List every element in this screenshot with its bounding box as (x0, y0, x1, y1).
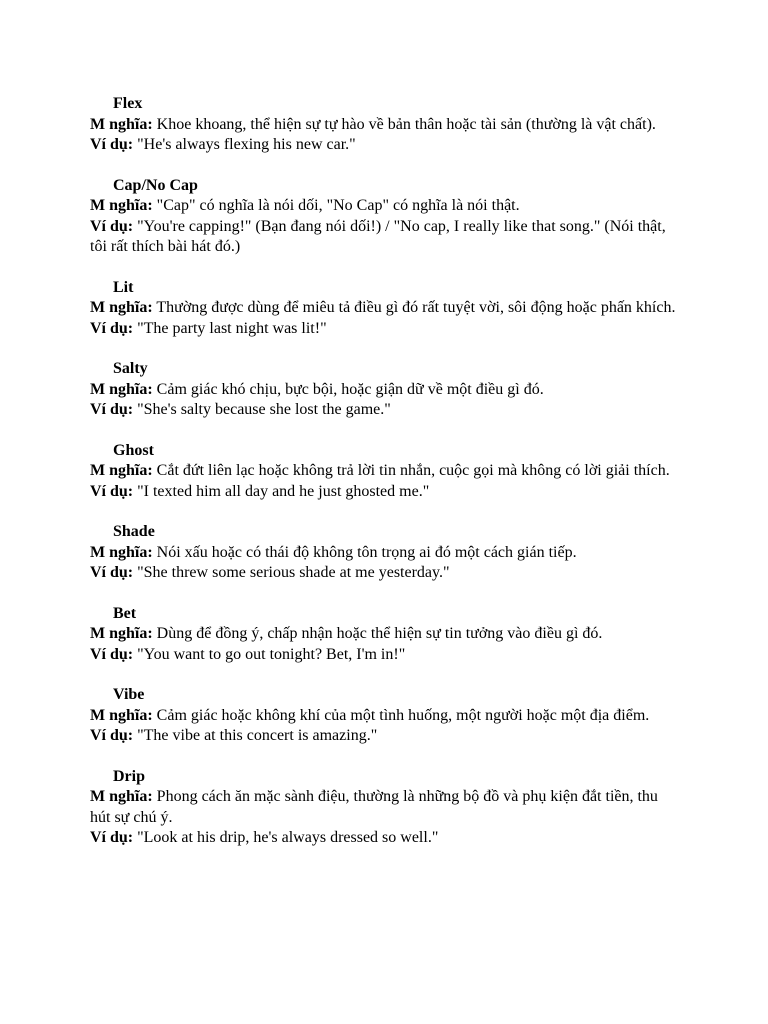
meaning-line (90, 706, 680, 727)
example-line (90, 726, 680, 747)
term-heading: Flex (113, 95, 143, 112)
meaning-text: Khoe khoang, thể hiện sự tự hào về bản thân hoặc tài sản (thường là vật chất). (156, 115, 656, 133)
entry-lit (90, 278, 680, 340)
example-label: Ví dụ: (90, 564, 134, 581)
document-page (90, 94, 680, 869)
example-line (90, 400, 680, 421)
example-label: Ví dụ: (90, 829, 134, 846)
meaning-label: M nghĩa: (90, 299, 153, 316)
example-text: "He's always flexing his new car." (137, 136, 356, 153)
entry-ghost (90, 441, 680, 503)
example-label: Ví dụ: (90, 401, 134, 418)
example-text: "The party last night was lit!" (137, 319, 327, 337)
meaning-text: Cảm giác hoặc không khí của một tình huống, một người hoặc một địa điểm. (156, 706, 650, 724)
entry-drip (90, 767, 680, 849)
meaning-text: Cắt đứt liên lạc hoặc không trả lời tin nhắn, cuộc gọi mà không có lời giải thích. (156, 462, 670, 479)
meaning-label: M nghĩa: (90, 543, 153, 561)
entry-salty (90, 359, 680, 421)
term-heading: Salty (113, 360, 148, 377)
meaning-text: Nói xấu hoặc có thái độ không tôn trọng ai đó một cách gián tiếp. (156, 543, 577, 561)
term-heading: Ghost (113, 441, 154, 459)
term-heading: Bet (113, 604, 137, 622)
example-label: Ví dụ: (90, 727, 134, 744)
example-label: Ví dụ: (90, 217, 134, 235)
example-label: Ví dụ: (90, 319, 134, 337)
example-line (90, 319, 680, 340)
example-text: "The vibe at this concert is amazing." (137, 727, 378, 744)
meaning-line (90, 624, 680, 645)
meaning-line (90, 115, 680, 136)
entry-cap (90, 176, 680, 258)
entry-vibe (90, 685, 680, 747)
term-heading: Shade (113, 523, 155, 540)
term-heading: Drip (113, 767, 145, 785)
example-line (90, 135, 680, 156)
example-text: "She threw some serious shade at me yesterday." (137, 564, 450, 581)
meaning-label: M nghĩa: (90, 197, 153, 214)
term-heading: Vibe (113, 686, 145, 703)
meaning-line (90, 787, 680, 828)
example-label: Ví dụ: (90, 136, 134, 153)
example-text: "Look at his drip, he's always dressed so well." (137, 829, 439, 846)
meaning-line (90, 380, 680, 401)
meaning-label: M nghĩa: (90, 706, 153, 724)
term-heading: Cap/No Cap (113, 176, 198, 194)
example-label: Ví dụ: (90, 482, 134, 500)
example-line (90, 645, 680, 666)
meaning-line (90, 461, 680, 482)
term-heading: Lit (113, 278, 134, 296)
example-text: "She's salty because she lost the game." (137, 401, 391, 418)
meaning-text: Thường được dùng để miêu tả điều gì đó rất tuyệt vời, sôi động hoặc phấn khích. (156, 299, 676, 316)
example-text: "You want to go out tonight? Bet, I'm in!" (137, 645, 406, 663)
meaning-text: Phong cách ăn mặc sành điệu, thường là những bộ đồ và phụ kiện đắt tiền, thu hút sự chú ý. (90, 788, 658, 826)
example-line (90, 828, 680, 849)
meaning-line (90, 543, 680, 564)
meaning-line (90, 298, 680, 319)
example-text: "I texted him all day and he just ghosted me." (137, 482, 430, 500)
meaning-text: Dùng để đồng ý, chấp nhận hoặc thể hiện sự tin tưởng vào điều gì đó. (156, 625, 603, 642)
entry-flex (90, 94, 680, 156)
example-line (90, 563, 680, 584)
meaning-label: M nghĩa: (90, 462, 153, 479)
example-line (90, 482, 680, 503)
meaning-label: M nghĩa: (90, 788, 153, 805)
meaning-label: M nghĩa: (90, 625, 153, 642)
meaning-line (90, 196, 680, 217)
meaning-label: M nghĩa: (90, 115, 153, 133)
meaning-text: Cảm giác khó chịu, bực bội, hoặc giận dữ về một điều gì đó. (156, 380, 544, 398)
meaning-label: M nghĩa: (90, 380, 153, 398)
example-line (90, 217, 680, 258)
entry-bet (90, 604, 680, 666)
example-label: Ví dụ: (90, 645, 134, 663)
example-text: "You're capping!" (Bạn đang nói dối!) / "No cap, I really like that song." (Nói thật, tôi rất thích bài hát đó.) (90, 217, 666, 255)
meaning-text: "Cap" có nghĩa là nói dối, "No Cap" có nghĩa là nói thật. (156, 197, 520, 214)
entry-shade (90, 522, 680, 584)
